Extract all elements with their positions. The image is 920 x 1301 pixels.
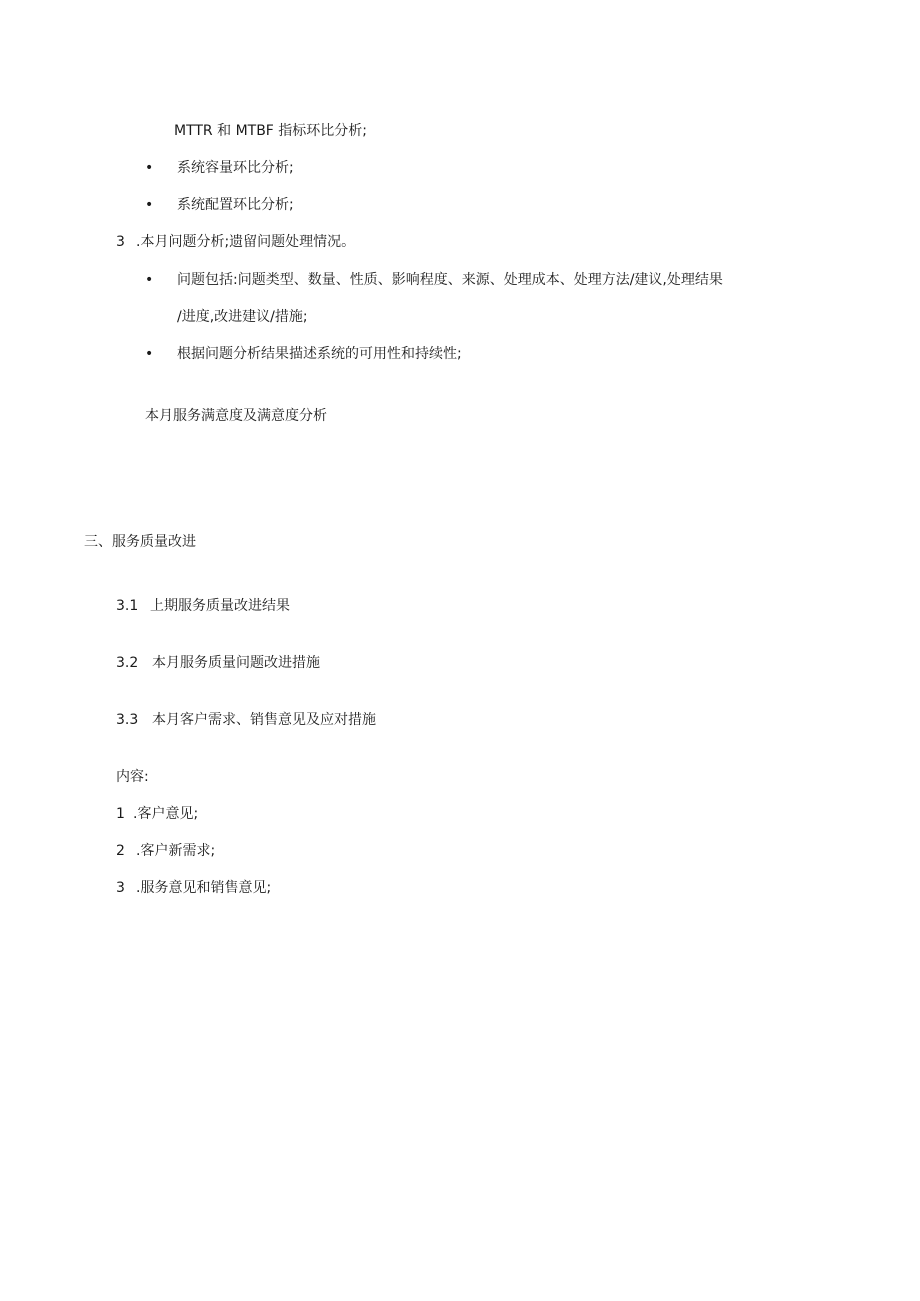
availability-line: 根据问题分析结果描述系统的可用性和持续性; (177, 346, 462, 362)
item-number: 2 (116, 843, 125, 859)
config-line: 系统配置环比分析; (177, 197, 294, 213)
bullet-dot: • (145, 272, 154, 288)
item-text: .客户意见; (133, 806, 199, 822)
subsection-number: 3.2 (116, 655, 139, 671)
item-text: .本月问题分析;遗留问题处理情况。 (136, 234, 356, 250)
item-text: .服务意见和销售意见; (136, 880, 272, 896)
bullet-dot: • (145, 346, 154, 362)
content-item-3 (116, 878, 271, 898)
bullet-dot: • (145, 197, 154, 213)
subsection-3-3 (116, 710, 376, 730)
subsection-title: 本月服务质量问题改进措施 (152, 655, 320, 671)
item-number: 3 (116, 234, 125, 250)
content-label: 内容: (116, 769, 149, 785)
subsection-title: 本月客户需求、销售意见及应对措施 (152, 712, 376, 728)
issues-line-1: 问题包括:问题类型、数量、性质、影响程度、来源、处理成本、处理方法/建议,处理结果 (177, 272, 723, 288)
item-number: 1 (116, 806, 125, 822)
mttr-mtbf-line: MTTR 和 MTBF 指标环比分析; (174, 123, 368, 139)
item-text: .客户新需求; (136, 843, 216, 859)
capacity-line: 系统容量环比分析; (177, 160, 294, 176)
subsection-number: 3.3 (116, 712, 139, 728)
section3-title: 三、服务质量改进 (84, 534, 196, 550)
subsection-3-1 (116, 596, 290, 616)
satisfaction-heading: 本月服务满意度及满意度分析 (145, 408, 327, 424)
subsection-3-2 (116, 653, 320, 673)
bullet-dot: • (145, 160, 154, 176)
content-item-2 (116, 841, 215, 861)
subsection-number: 3.1 (116, 598, 139, 614)
item-number: 3 (116, 880, 125, 896)
item3-line (116, 232, 355, 252)
subsection-title: 上期服务质量改进结果 (150, 598, 290, 614)
issues-line-2: /进度,改进建议/措施; (177, 309, 308, 325)
content-item-1 (116, 804, 198, 824)
